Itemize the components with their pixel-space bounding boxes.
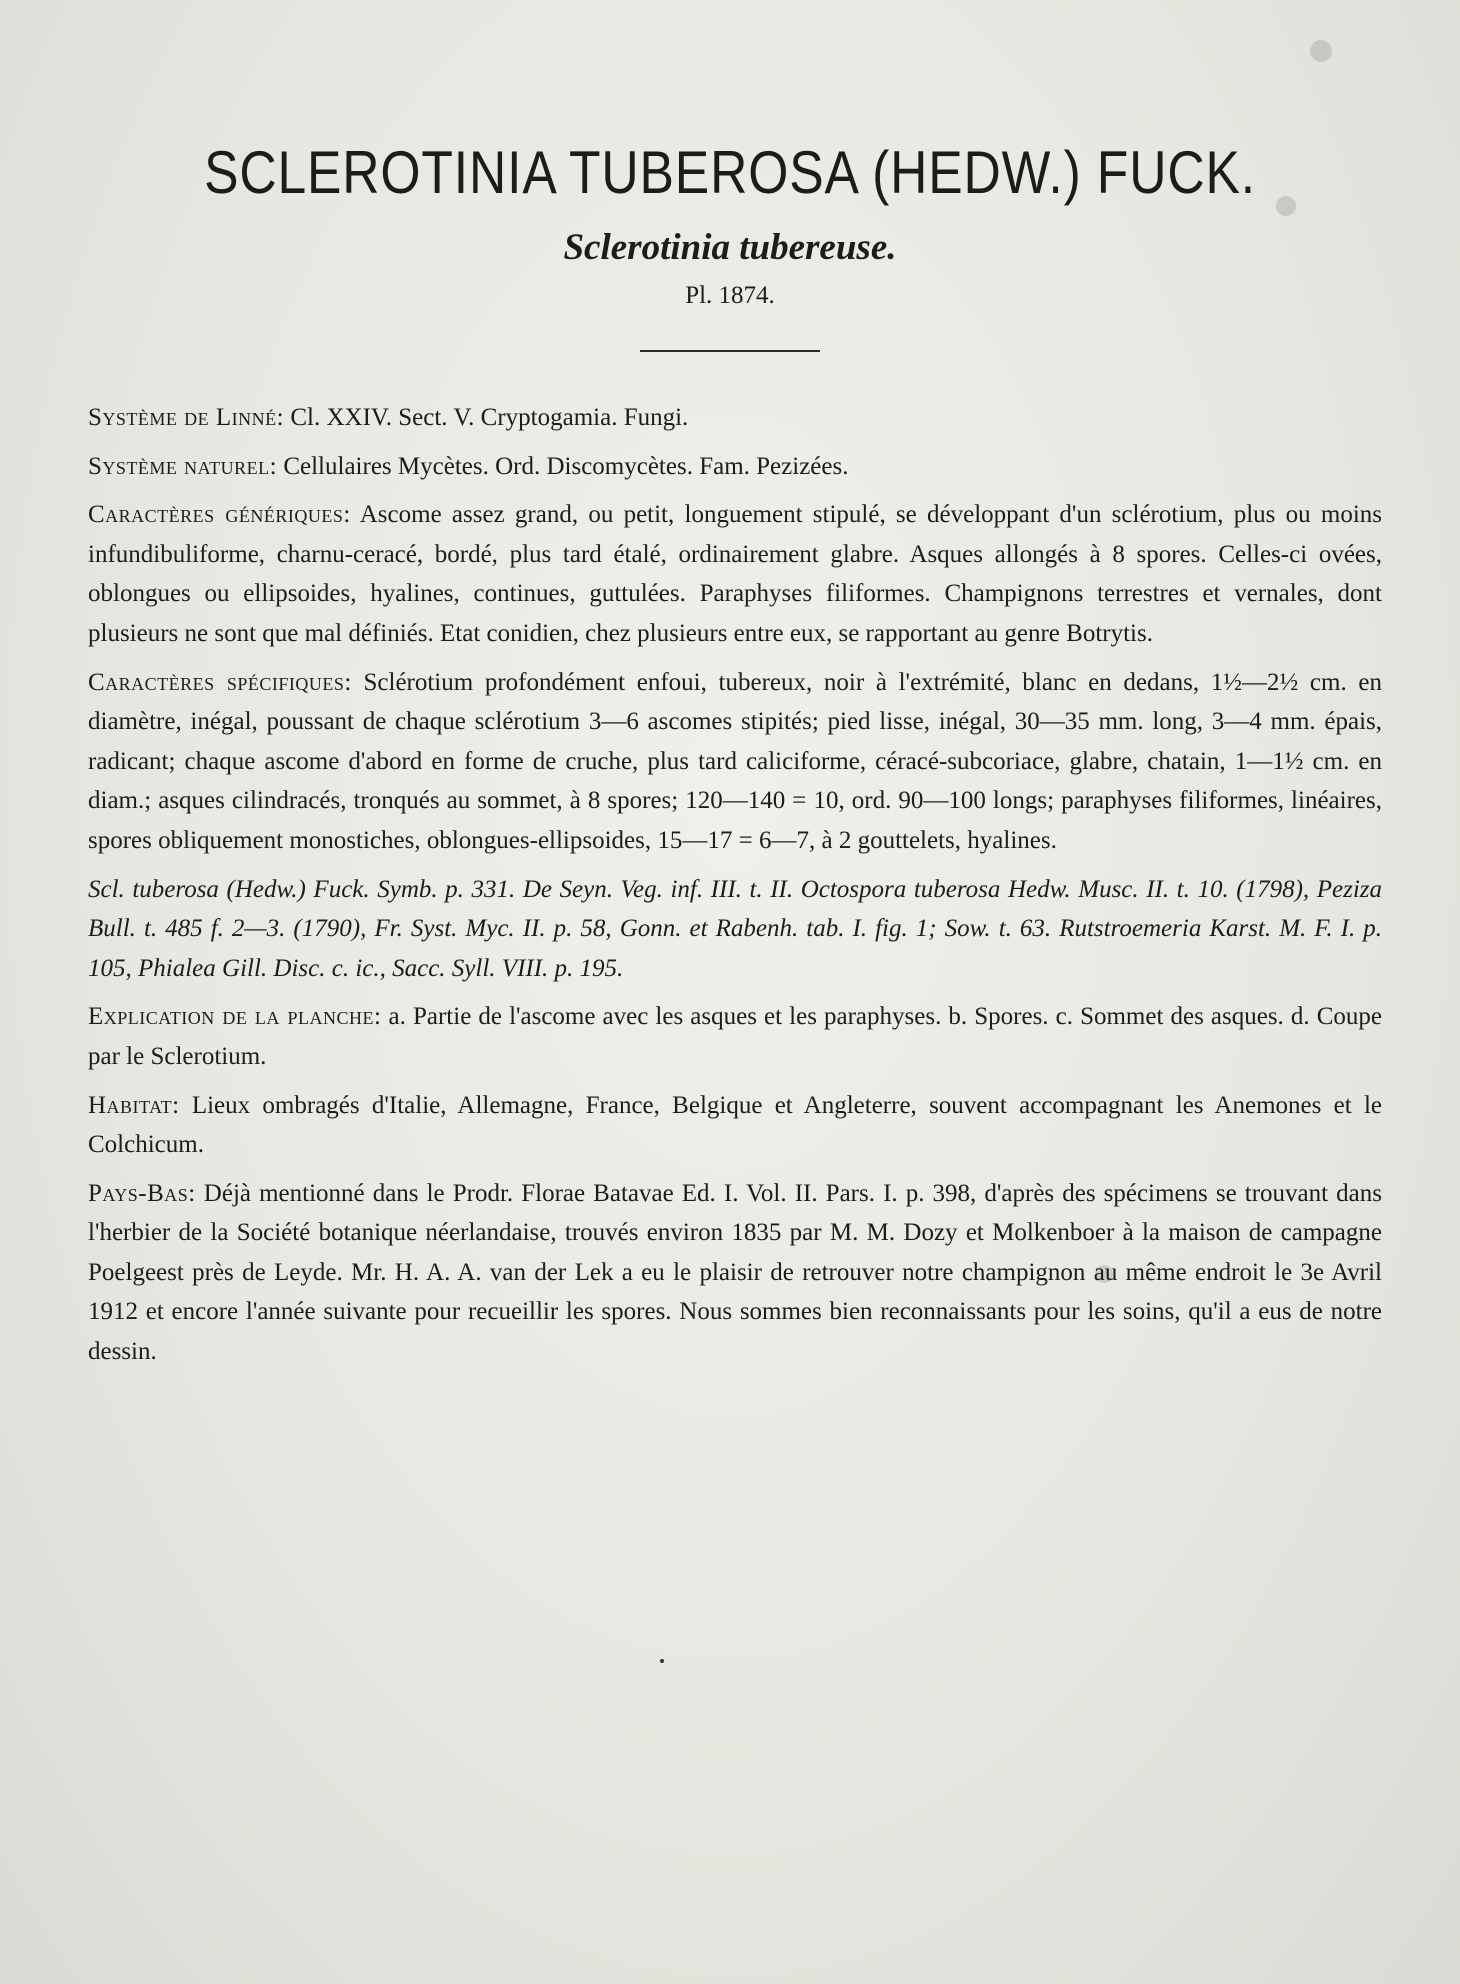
- section-generiques: [88, 495, 1382, 653]
- section-references: [88, 870, 1382, 989]
- section-label: Explication de la planche:: [88, 1003, 382, 1031]
- section-explication: [88, 997, 1382, 1076]
- section-label: Caractères spécifiques:: [88, 668, 352, 696]
- section-text: Cellulaires Mycètes. Ord. Discomycètes. Fam. Pezizées.: [277, 452, 849, 480]
- section-label: Habitat:: [88, 1091, 180, 1119]
- title-divider: [640, 350, 820, 352]
- section-text: Déjà mentionné dans le Prodr. Florae Batavae Ed. I. Vol. II. Pars. I. p. 398, d'après des spécimens se trouvant dans l'herbier de la Société botanique néerlandaise, trouvés environ 1835 par M. M. Dozy et Molkenboer à la maison de campagne Poelgeest près de Leyde. Mr. H. A. A. van der Lek a eu le plaisir de retrouver notre champignon au même endroit le 3e Avril 1912 et encore l'année suivante pour recueillir les spores. Nous sommes bien reconnaissants pour les soins, qu'il a eus de notre dessin.: [88, 1179, 1382, 1366]
- section-text: a. Partie de l'ascome avec les asques et les paraphyses. b. Spores. c. Sommet des asques. d. Coupe par le Sclerotium.: [88, 1003, 1382, 1070]
- section-label: Pays-Bas:: [88, 1179, 196, 1207]
- section-text: Cl. XXIV. Sect. V. Cryptogamia. Fungi.: [284, 404, 689, 431]
- section-label: Caractères génériques:: [88, 501, 351, 529]
- page-dot: [660, 1659, 664, 1663]
- paper-speck: [1310, 40, 1332, 62]
- section-habitat: [88, 1086, 1382, 1165]
- section-paysbas: [88, 1174, 1382, 1372]
- document-body: [88, 398, 1382, 1381]
- section-label: Système naturel:: [88, 452, 278, 480]
- section-text: Scl. tuberosa (Hedw.) Fuck. Symb. p. 331. De Seyn. Veg. inf. III. t. II. Octospora tuberosa Hedw. Musc. II. t. 10. (1798), Peziza Bull. t. 485 f. 2—3. (1790), Fr. Syst. Myc. II. p. 58, Gonn. et Rabenh. tab. I. fig. 1; Sow. t. 63. Rutstroemeria Karst. M. F. I. p. 105, Phialea Gill. Disc. c. ic., Sacc. Syll. VIII. p. 195.: [88, 875, 1382, 982]
- page-subtitle: Sclerotinia tubereuse.: [563, 227, 897, 268]
- section-linne: [88, 398, 1382, 438]
- section-text: Sclérotium profondément enfoui, tubereux, noir à l'extrémité, blanc en dedans, 1½—2½ cm. en diamètre, inégal, poussant de chaque sclérotium 3—6 ascomes stipités; pied lisse, inégal, 30—35 mm. long, 3—4 mm. épais, radicant; chaque ascome d'abord en forme de cruche, plus tard caliciforme, céracé-subcoriace, glabre, chatain, 1—1½ cm. en diam.; asques cilindracés, tronqués au sommet, à 8 spores; 120—140 = 10, ord. 90—100 longs; paraphyses filiformes, linéaires, spores obliquement monostiches, oblongues-ellipsoides, 15—17 = 6—7, à 2 gouttelets, hyalines.: [88, 668, 1382, 854]
- section-text: Lieux ombragés d'Italie, Allemagne, France, Belgique et Angleterre, souvent accompagnant les Anemones et le Colchicum.: [88, 1091, 1382, 1159]
- section-text: Ascome assez grand, ou petit, longuement stipulé, se développant d'un sclérotium, plus ou moins infundibuliforme, charnu-ceracé, bordé, plus tard étalé, ordinairement glabre. Asques allongés à 8 spores. Celles-ci ovées, oblongues ou ellipsoides, hyalines, continues, guttulées. Paraphyses filiformes. Champignons terrestres et vernales, dont plusieurs ne sont que mal définiés. Etat conidien, chez plusieurs entre eux, se rapportant au genre Botrytis.: [88, 501, 1383, 647]
- page-title: SCLEROTINIA TUBEROSA (HEDW.) FUCK.: [204, 139, 1256, 206]
- section-specifiques: [88, 663, 1382, 861]
- section-label: Système de Linné:: [88, 404, 285, 431]
- plate-number: Pl. 1874.: [685, 282, 775, 309]
- section-naturel: [88, 447, 1382, 487]
